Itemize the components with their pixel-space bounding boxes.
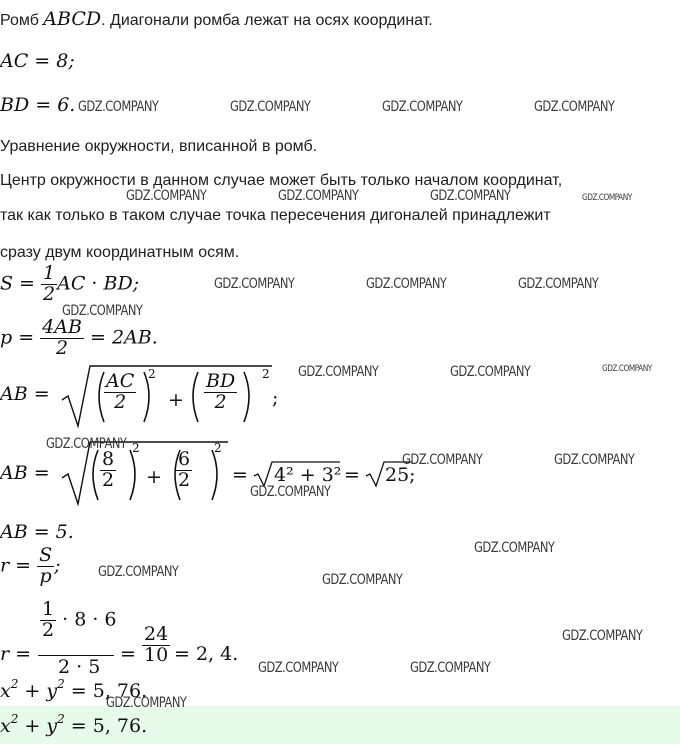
watermark: GDZ.COMPANY bbox=[98, 564, 179, 580]
ab2-frac-1 bbox=[100, 450, 116, 491]
watermark: GDZ.COMPANY bbox=[518, 276, 599, 292]
perimeter-formula bbox=[0, 318, 158, 359]
perimeter-rhs: = 2AB. bbox=[90, 326, 158, 349]
radius-frac-den: p bbox=[37, 566, 54, 587]
radius-inner-den: 2 bbox=[42, 618, 55, 641]
radius-result: = 2, 4. bbox=[174, 643, 239, 665]
intro-suffix: . Диагонали ромба лежат на осях координат. bbox=[101, 12, 433, 29]
watermark: GDZ.COMPANY bbox=[62, 303, 143, 319]
ab-frac2-num: BD bbox=[206, 370, 236, 392]
area-lhs: S = bbox=[0, 272, 35, 295]
radius-calc-eq: = bbox=[120, 643, 136, 665]
ab2-root-value: 25; bbox=[385, 464, 416, 486]
ab2-frac1-den: 2 bbox=[102, 468, 115, 491]
ab2-frac1-num: 8 bbox=[102, 448, 115, 470]
radius-calc-numerator bbox=[40, 600, 117, 641]
radius-lhs: r = bbox=[0, 554, 32, 577]
radius-end: ; bbox=[54, 554, 61, 577]
watermark: GDZ.COMPANY bbox=[46, 436, 127, 452]
watermark: GDZ.COMPANY bbox=[382, 99, 463, 115]
ab-frac1-den: 2 bbox=[104, 392, 136, 413]
center-line-1: Центр окружности в данном случае может быть только началом координат, bbox=[0, 172, 563, 189]
circle-equation-value: 5, 76. bbox=[92, 680, 148, 702]
ab2-exp-1: 2 bbox=[132, 441, 140, 455]
center-line-3: сразу двум координатным осям. bbox=[0, 244, 240, 261]
watermark: GDZ.COMPANY bbox=[126, 188, 207, 204]
radius-frac-num: S bbox=[39, 544, 53, 566]
ab-plus: + bbox=[168, 389, 184, 411]
center-line-2: так как только в таком случае точка пересечения дигоналей принадлежит bbox=[0, 207, 551, 224]
ab-result: AB = 5. bbox=[0, 521, 74, 543]
intro-line bbox=[0, 9, 433, 31]
watermark: GDZ.COMPANY bbox=[214, 276, 295, 292]
radius-frac2-num: 24 bbox=[144, 623, 169, 645]
watermark: GDZ.COMPANY bbox=[106, 695, 187, 711]
ab2-eq-1: = bbox=[232, 464, 248, 486]
ab2-frac-2 bbox=[176, 450, 192, 491]
ab-lhs: AB = bbox=[0, 383, 50, 405]
radius-num-tail: · 8 · 6 bbox=[62, 608, 117, 631]
ab2-frac2-den: 2 bbox=[178, 468, 191, 491]
equation-title: Уравнение окружности, вписанной в ромб. bbox=[0, 138, 318, 155]
area-fraction bbox=[41, 264, 57, 305]
watermark: GDZ.COMPANY bbox=[450, 364, 531, 380]
answer-value: 5, 76. bbox=[92, 715, 148, 737]
given-bd: BD = 6. bbox=[0, 94, 76, 116]
watermark: GDZ.COMPANY bbox=[366, 276, 447, 292]
ab-frac1-num: AC bbox=[106, 370, 135, 392]
ab-exp-2: 2 bbox=[262, 367, 270, 381]
circle-equation: $x^2 + y^2 = 5$, 76. bbox=[0, 677, 148, 702]
watermark: GDZ.COMPANY bbox=[474, 540, 555, 556]
watermark: GDZ.COMPANY bbox=[402, 452, 483, 468]
watermark: GDZ.COMPANY bbox=[534, 99, 615, 115]
ab-frac2-den: 2 bbox=[204, 392, 237, 413]
watermark: GDZ.COMPANY bbox=[562, 628, 643, 644]
ab-formula bbox=[0, 383, 50, 405]
watermark: GDZ.COMPANY bbox=[410, 660, 491, 676]
ab2-eq-2: = bbox=[344, 464, 360, 486]
radius-calc-denominator: 2 · 5 bbox=[58, 656, 101, 678]
area-rhs: AC · BD; bbox=[57, 272, 140, 295]
area-formula bbox=[0, 264, 139, 305]
radius-calc-fraction bbox=[142, 625, 170, 666]
given-ac: AC = 8; bbox=[0, 50, 75, 72]
radius-inner-num: 1 bbox=[42, 598, 55, 620]
ab-frac-1 bbox=[104, 372, 136, 413]
perimeter-frac-den: 2 bbox=[40, 338, 84, 359]
radius-frac2-den: 10 bbox=[144, 643, 169, 666]
watermark: GDZ.COMPANY bbox=[78, 99, 159, 115]
ab2-plus: + bbox=[146, 466, 162, 488]
perimeter-lhs: p = bbox=[0, 326, 35, 349]
rhombus-name: ABCD bbox=[43, 8, 102, 30]
watermark: GDZ.COMPANY bbox=[298, 364, 379, 380]
watermark: GDZ.COMPANY bbox=[250, 484, 331, 500]
watermark: GDZ.COMPANY bbox=[258, 660, 339, 676]
answer-equation: $x^2 + y^2 = 5$, 76. bbox=[0, 712, 148, 737]
ab-radical bbox=[60, 364, 274, 430]
intro-prefix: Ромб bbox=[0, 12, 44, 29]
ab-exp-1: 2 bbox=[148, 367, 156, 381]
watermark: GDZ.COMPANY bbox=[278, 188, 359, 204]
ab2-inner: 4² + 3² bbox=[274, 464, 342, 486]
ab-frac-2 bbox=[204, 372, 237, 413]
ab-numeric-lhs: AB = bbox=[0, 462, 50, 484]
area-frac-num: 1 bbox=[43, 262, 56, 284]
watermark: GDZ.COMPANY bbox=[230, 99, 311, 115]
watermark: GDZ.COMPANY bbox=[582, 193, 632, 203]
watermark: GDZ.COMPANY bbox=[602, 364, 652, 374]
perimeter-fraction bbox=[40, 318, 84, 359]
watermark: GDZ.COMPANY bbox=[554, 452, 635, 468]
ab2-exp-2: 2 bbox=[214, 441, 222, 455]
ab-end: ; bbox=[272, 387, 279, 409]
perimeter-frac-num: 4AB bbox=[42, 316, 82, 338]
watermark: GDZ.COMPANY bbox=[322, 572, 403, 588]
watermark: GDZ.COMPANY bbox=[430, 188, 511, 204]
radius-calc-lhs: r = bbox=[0, 643, 32, 665]
radius-formula bbox=[0, 546, 61, 587]
radius-fraction bbox=[37, 546, 54, 587]
ab2-frac2-num: 6 bbox=[178, 448, 191, 470]
area-frac-den: 2 bbox=[43, 282, 56, 305]
